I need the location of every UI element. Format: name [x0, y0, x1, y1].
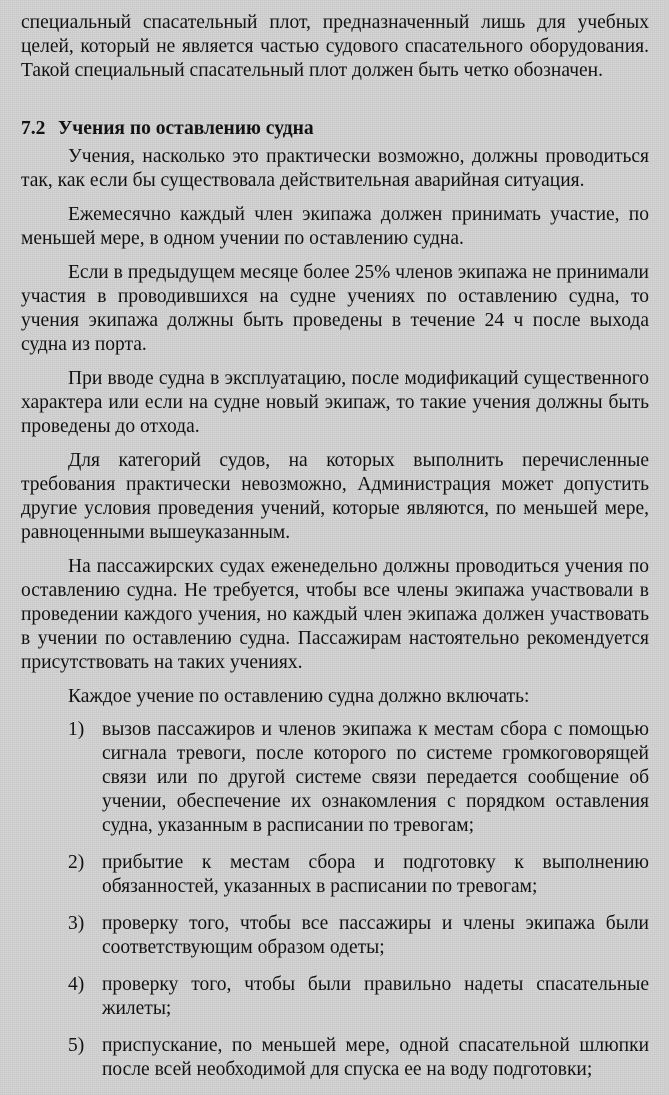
- list-item: [21, 851, 649, 899]
- list-marker: 2): [68, 852, 85, 873]
- list-item: [21, 1034, 649, 1082]
- paragraph: При вводе судна в эксплуатацию, после модификаций существенного характера или если на судне новый экипаж, то такие учения должны быть проведены до отхода.: [21, 368, 649, 437]
- paragraph: Ежемесячно каждый член экипажа должен принимать участие, по меньшей мере, в одном учении по оставлению судна.: [21, 204, 649, 249]
- section-title: Учения по оставлению судна: [58, 118, 314, 139]
- paragraph: Если в предыдущем месяце более 25% членов экипажа не принимали участия в проводившихся на судне учениях по оставлению судна, то учения экипажа должны быть проведены в течение 24 ч после выхода судна из порта.: [21, 262, 649, 355]
- section-heading: [21, 117, 649, 141]
- list-item-text: вызов пассажиров и членов экипажа к местам сбора с помощью сигнала тревоги, после которого по системе громкоговорящей связи или по другой системе связи передается сообщение об учении, обеспечение их ознакомления с порядком оставления судна, указанным в расписании по тревогам;: [102, 719, 649, 836]
- list-marker: 1): [68, 719, 85, 740]
- list-item: [21, 718, 649, 838]
- section-number: 7.2: [21, 118, 46, 139]
- drill-requirements-list: [21, 718, 649, 1082]
- document-page: [21, 0, 649, 1095]
- list-intro: Каждое учение по оставлению судна должно включать:: [68, 686, 530, 707]
- list-marker: 5): [68, 1035, 85, 1056]
- list-item: [21, 973, 649, 1021]
- list-marker: 4): [68, 974, 85, 995]
- list-item-text: проверку того, чтобы были правильно надеты спасательные жилеты;: [102, 974, 649, 1019]
- list-marker: 3): [68, 913, 85, 934]
- list-item: [21, 912, 649, 960]
- paragraph: Для категорий судов, на которых выполнить перечисленные требования практически невозможно, Администрация может допустить другие условия проведения учений, которые являются, по меньшей мере, равноценными вышеуказанным.: [21, 450, 649, 543]
- list-item-text: проверку того, чтобы все пассажиры и члены экипажа были соответствующим образом одеты;: [102, 913, 649, 958]
- list-item-text: приспускание, по меньшей мере, одной спасательной шлюпки после всей необходимой для спуска ее на воду подготовки;: [102, 1035, 649, 1080]
- intro-fragment: специальный спасательный плот, предназначенный лишь для учебных целей, который не является частью судового спасательного оборудования. Такой специальный спасательный плот должен быть четко обозначен.: [21, 12, 649, 81]
- paragraph: Учения, насколько это практически возможно, должны проводиться так, как если бы существовала действительная аварийная ситуация.: [21, 146, 649, 191]
- list-item-text: прибытие к местам сбора и подготовку к выполнению обязанностей, указанных в расписании по тревогам;: [102, 852, 649, 897]
- paragraph: На пассажирских судах еженедельно должны проводиться учения по оставлению судна. Не требуется, чтобы все члены экипажа участвовали в проведении каждого учения, но каждый член экипажа должен участвовать в учении по оставлению судна. Пассажирам настоятельно рекомендуется присутствовать на таких учениях.: [21, 556, 649, 673]
